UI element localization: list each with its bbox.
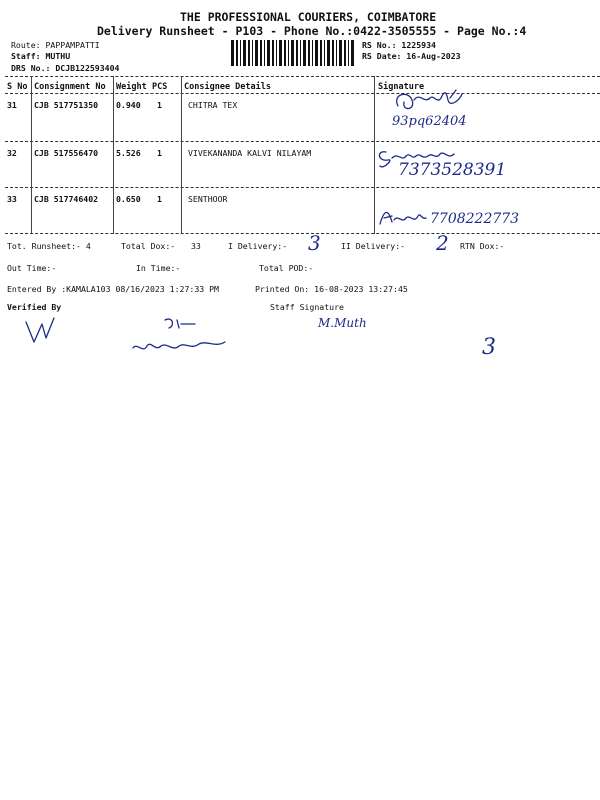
table-row-sno: 33 xyxy=(7,194,17,204)
barcode-bar xyxy=(308,40,310,66)
route-label: Route: PAPPAMPATTI xyxy=(11,40,100,50)
company-name: THE PROFESSIONAL COURIERS, COIMBATORE xyxy=(180,10,437,24)
in-time: In Time:- xyxy=(136,263,181,273)
drs-number: DRS No.: DCJB122593404 xyxy=(11,63,120,73)
barcode-bar xyxy=(336,40,337,66)
rs-number: RS No.: 1225934 xyxy=(362,40,436,50)
page-mark-handwritten: 3 xyxy=(482,335,496,360)
col-consignment: Consignment No xyxy=(34,82,106,92)
verified-signature-2 xyxy=(125,314,245,359)
table-row-consignee: CHITRA TEX xyxy=(188,100,238,110)
barcode-bar xyxy=(240,40,241,66)
total-dox-value: 33 xyxy=(191,241,201,251)
barcode-bar xyxy=(236,40,238,66)
i-delivery-handwritten: 3 xyxy=(308,231,321,255)
table-row-consignment: CJB 517556470 xyxy=(34,148,99,158)
barcode-bar xyxy=(260,40,262,66)
barcode-bar xyxy=(276,40,277,66)
col-consignee: Consignee Details xyxy=(184,82,271,92)
table-row-consignment: CJB 517751350 xyxy=(34,100,99,110)
verified-signature xyxy=(20,314,70,344)
barcode-bar xyxy=(351,40,354,66)
barcode xyxy=(230,40,356,66)
table-row-weight: 0.940 xyxy=(116,100,141,110)
barcode-bar xyxy=(332,40,334,66)
table-row-consignee: SENTHOOR xyxy=(188,194,228,204)
signature-row-33 xyxy=(376,204,436,230)
table-row-sno: 32 xyxy=(7,148,17,158)
col-signature: Signature xyxy=(378,82,425,92)
out-time: Out Time:- xyxy=(7,263,57,273)
staff-signature-handwritten: M.Muth xyxy=(318,316,367,330)
col-pcs: PCS xyxy=(152,82,168,92)
table-row-consignment: CJB 517746402 xyxy=(34,194,99,204)
total-pod: Total POD:- xyxy=(259,263,314,273)
barcode-bar xyxy=(303,40,306,66)
table-row-weight: 5.526 xyxy=(116,148,141,158)
table-row-weight: 0.650 xyxy=(116,194,141,204)
barcode-bar xyxy=(327,40,330,66)
signature-row-33-text: 7708222773 xyxy=(430,211,520,227)
ii-delivery-handwritten: 2 xyxy=(436,231,449,255)
barcode-bar xyxy=(255,40,258,66)
barcode-bar xyxy=(344,40,346,66)
ii-delivery-label: II Delivery:- xyxy=(341,241,406,251)
barcode-bar xyxy=(252,40,253,66)
barcode-bar xyxy=(231,40,234,66)
signature-row-32-text: 7373528391 xyxy=(398,160,507,180)
barcode-bar xyxy=(315,40,318,66)
barcode-bar xyxy=(284,40,286,66)
barcode-bar xyxy=(264,40,265,66)
signature-row-31-text: 93pq62404 xyxy=(392,114,467,129)
barcode-bar xyxy=(300,40,301,66)
barcode-bar xyxy=(312,40,313,66)
table-row-pcs: 1 xyxy=(157,194,162,204)
entered-by: Entered By :KAMALA103 08/16/2023 1:27:33 PM xyxy=(7,284,219,294)
i-delivery-label: I Delivery:- xyxy=(228,241,288,251)
barcode-bar xyxy=(288,40,289,66)
printed-on: Printed On: 16-08-2023 13:27:45 xyxy=(255,284,408,294)
barcode-bar xyxy=(291,40,294,66)
barcode-bar xyxy=(339,40,342,66)
col-weight: Weight xyxy=(116,82,147,92)
table-row-pcs: 1 xyxy=(157,148,162,158)
rtn-dox-label: RTN Dox:- xyxy=(460,241,505,251)
barcode-bar xyxy=(243,40,246,66)
barcode-bar xyxy=(296,40,298,66)
barcode-bar xyxy=(324,40,325,66)
total-dox-label: Total Dox:- xyxy=(121,241,176,251)
col-sno: S No xyxy=(7,82,28,92)
staff-signature-label: Staff Signature xyxy=(270,302,344,312)
total-runsheet: Tot. Runsheet:- 4 xyxy=(7,241,91,251)
barcode-bar xyxy=(248,40,250,66)
barcode-bar xyxy=(348,40,349,66)
barcode-bar xyxy=(272,40,274,66)
barcode-bar xyxy=(267,40,270,66)
barcode-bar xyxy=(320,40,322,66)
table-row-pcs: 1 xyxy=(157,100,162,110)
verified-by-label: Verified By xyxy=(7,302,62,312)
table-row-consignee: VIVEKANANDA KALVI NILAYAM xyxy=(188,148,312,158)
table-row-sno: 31 xyxy=(7,100,17,110)
barcode-bar xyxy=(279,40,282,66)
runsheet-subtitle: Delivery Runsheet - P103 - Phone No.:0422-3505555 - Page No.:4 xyxy=(97,24,527,38)
staff-label: Staff: MUTHU xyxy=(11,51,71,61)
rs-date: RS Date: 16-Aug-2023 xyxy=(362,51,461,61)
